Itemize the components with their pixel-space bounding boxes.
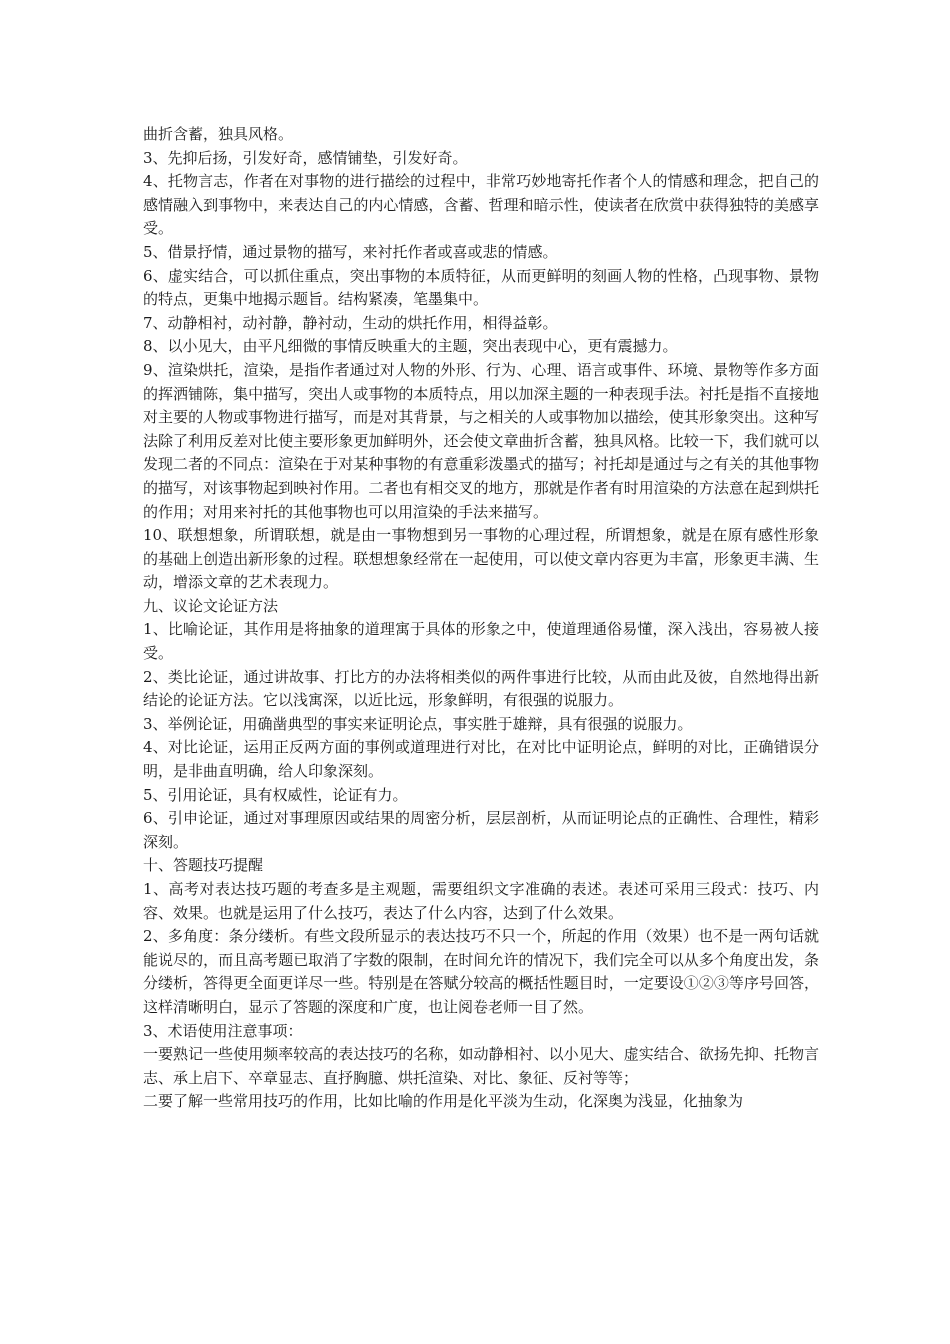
paragraph-argument-4: 4、对比论证，运用正反两方面的事例或道理进行对比，在对比中证明论点，鲜明的对比，正确错误分明，是非曲直明确，给人印象深刻。 <box>143 738 819 781</box>
paragraph-technique-4: 4、托物言志，作者在对事物的进行描绘的过程中，非常巧妙地寄托作者个人的情感和理念，把自己的感情融入到事物中，来表达自己的内心情感，含蓄、哲理和暗示性，使读者在欣赏中获得独特的美感享受。 <box>143 172 819 238</box>
paragraph-continuation: 曲折含蓄，独具风格。 <box>143 125 294 143</box>
paragraph-argument-5: 5、引用论证，具有权威性，论证有力。 <box>143 785 408 804</box>
paragraph-tip-1: 1、高考对表达技巧题的考查多是主观题，需要组织文字准确的表述。表述可采用三段式：技巧、内容、效果。也就是运用了什么技巧，表达了什么内容，达到了什么效果。 <box>143 880 819 922</box>
paragraph-tip-3: 3、术语使用注意事项： <box>143 1021 303 1040</box>
paragraph-technique-5: 5、借景抒情，通过景物的描写，来衬托作者或喜或悲的情感。 <box>143 242 558 261</box>
paragraph-argument-3: 3、举例论证，用确凿典型的事实来证明论点，事实胜于雄辩，具有很强的说服力。 <box>143 714 693 733</box>
paragraph-argument-6: 6、引申论证，通过对事理原因或结果的周密分析，层层剖析，从而证明论点的正确性、合理性，精彩深刻。 <box>143 809 819 851</box>
paragraph-argument-1: 1、比喻论证，其作用是将抽象的道理寓于具体的形象之中，使道理通俗易懂，深入浅出，容易被人接受。 <box>143 620 819 663</box>
paragraph-technique-6: 6、虚实结合，可以抓住重点，突出事物的本质特征，从而更鲜明的刻画人物的性格，凸现事物、景物的特点，更集中地揭示题旨。结构紧凑，笔墨集中。 <box>143 266 819 309</box>
paragraph-tip-3-second: 二要了解一些常用技巧的作用，比如比喻的作用是化平淡为生动，化深奥为浅显，化抽象为 <box>143 1092 744 1111</box>
paragraph-technique-3: 3、先抑后扬，引发好奇，感情铺垫，引发好奇。 <box>143 148 468 167</box>
paragraph-technique-8: 8、以小见大，由平凡细微的事情反映重大的主题，突出表现中心，更有震撼力。 <box>143 337 678 356</box>
paragraph-argument-2: 2、类比论证，通过讲故事、打比方的办法将相类似的两件事进行比较，从而由此及彼，自然地得出新结论的论证方法。它以浅寓深，以近比远，形象鲜明，有很强的说服力。 <box>143 667 819 710</box>
document-body <box>143 123 819 1114</box>
paragraph-technique-10: 10、联想想象，所谓联想，就是由一事物想到另一事物的心理过程，所谓想象，就是在原有感性形象的基础上创造出新形象的过程。联想想象经常在一起使用，可以使文章内容更为丰富，形象更丰满、生动，增添文章的艺术表现力。 <box>143 526 819 592</box>
section-heading-ten: 十、答题技巧提醒 <box>143 856 264 875</box>
paragraph-technique-7: 7、动静相衬，动衬静，静衬动，生动的烘托作用，相得益彰。 <box>143 313 558 332</box>
paragraph-technique-9: 9、渲染烘托，渲染，是指作者通过对人物的外形、行为、心理、语言或事件、环境、景物等作多方面的挥洒铺陈，集中描写，突出人或事物的本质特点，用以加深主题的一种表现手法。衬托是指不直接地对主要的人物或事物进行描写，而是对其背景，与之相关的人或事物加以描绘，使其形象突出。这种写法除了利用反差对比使主要形象更加鲜明外，还会使文章曲折含蓄，独具风格。比较一下，我们就可以发现二者的不同点：渲染在于对某种事物的有意重彩泼墨式的描写；衬托却是通过与之有关的其他事物的描写，对该事物起到映衬作用。二者也有相交叉的地方，那就是作者有时用渲染的方法意在起到烘托的作用；对用来衬托的其他事物也可以用渲染的手法来描写。 <box>143 360 819 521</box>
paragraph-tip-3-first: 一要熟记一些使用频率较高的表达技巧的名称，如动静相衬、以小见大、虚实结合、欲扬先抑、托物言志、承上启下、卒章显志、直抒胸臆、烘托渲染、对比、象征、反衬等等； <box>143 1045 819 1087</box>
section-heading-nine: 九、议论文论证方法 <box>143 596 279 615</box>
paragraph-tip-2: 2、多角度：条分缕析。有些文段所显示的表达技巧不只一个，所起的作用（效果）也不是一两句话就能说尽的，而且高考题已取消了字数的限制，在时间允许的情况下，我们完全可以从多个角度出发，条分缕析，答得更全面更详尽一些。特别是在答赋分较高的概括性题目时，一定要设①②③等序号回答，这样清晰明白，显示了答题的深度和广度，也让阅卷老师一目了然。 <box>143 927 819 1016</box>
